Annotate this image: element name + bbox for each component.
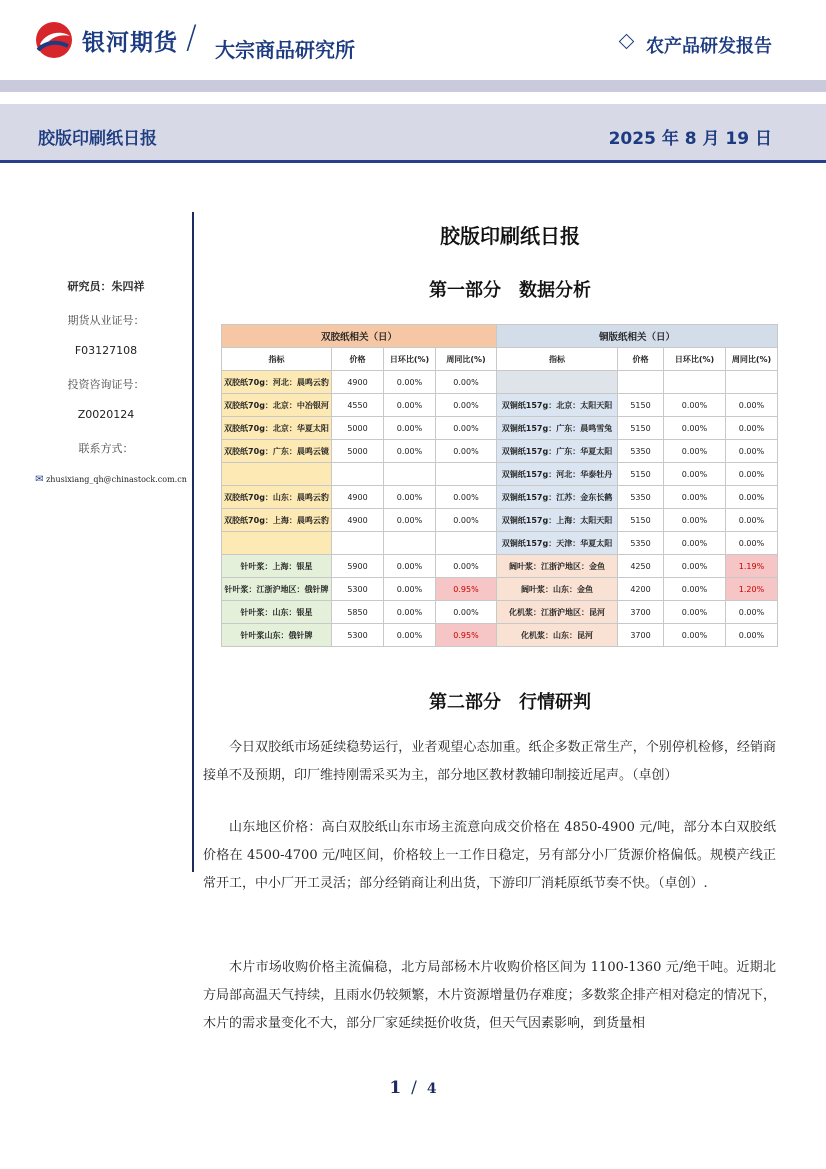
wow-cell: 0.00% xyxy=(726,463,778,486)
price-cell: 4900 xyxy=(332,486,384,509)
galaxy-logo-icon xyxy=(34,20,74,60)
price-cell: 5350 xyxy=(618,532,664,555)
group-header-offset: 双胶纸相关（日） xyxy=(222,325,497,348)
price-cell: 5150 xyxy=(618,463,664,486)
dod-cell: 0.00% xyxy=(664,532,726,555)
price-cell: 5150 xyxy=(618,394,664,417)
wow-cell: 0.00% xyxy=(726,509,778,532)
wow-cell: 0.00% xyxy=(726,486,778,509)
report-subtitle: 胶版印刷纸日报 xyxy=(38,129,157,149)
diamond-icon xyxy=(619,34,635,50)
indicator-cell: 双铜纸157g：广东：晨鸣雪兔 xyxy=(497,417,618,440)
dod-cell: 0.00% xyxy=(664,463,726,486)
table-row xyxy=(222,578,778,601)
dod-cell: 0.00% xyxy=(384,486,436,509)
table-row xyxy=(222,486,778,509)
wow-cell: 0.00% xyxy=(726,440,778,463)
dod-cell xyxy=(384,463,436,486)
dod-cell: 0.00% xyxy=(664,394,726,417)
table-row xyxy=(222,394,778,417)
license-label: 期货从业证号： xyxy=(67,314,145,327)
wow-cell: 0.00% xyxy=(726,417,778,440)
dod-cell: 0.00% xyxy=(664,578,726,601)
dod-cell xyxy=(384,532,436,555)
indicator-cell: 化机浆：山东：昆河 xyxy=(497,624,618,647)
dod-cell: 0.00% xyxy=(384,394,436,417)
indicator-cell xyxy=(497,371,618,394)
wow-cell: 0.00% xyxy=(436,394,497,417)
column-header: 价格 xyxy=(332,348,384,371)
price-cell: 5300 xyxy=(332,578,384,601)
price-cell: 5150 xyxy=(618,509,664,532)
section-heading-1: 第一部分 数据分析 xyxy=(429,280,591,301)
indicator-cell: 双铜纸157g：河北：华泰牡丹 xyxy=(497,463,618,486)
wow-cell: 0.00% xyxy=(436,417,497,440)
indicator-cell: 化机浆：江浙沪地区：昆河 xyxy=(497,601,618,624)
wow-cell: 1.19% xyxy=(726,555,778,578)
price-cell: 5000 xyxy=(332,440,384,463)
price-cell xyxy=(618,371,664,394)
column-header: 指标 xyxy=(497,348,618,371)
column-header: 周同比(%) xyxy=(726,348,778,371)
header-divider: / xyxy=(186,18,197,56)
indicator-cell: 双铜纸157g：江苏：金东长鹤 xyxy=(497,486,618,509)
consult-label: 投资咨询证号： xyxy=(67,378,145,391)
wow-cell: 0.00% xyxy=(726,532,778,555)
table-row xyxy=(222,440,778,463)
indicator-cell: 双胶纸70g：河北：晨鸣云豹 xyxy=(222,371,332,394)
page-number xyxy=(0,1078,826,1098)
wow-cell xyxy=(436,463,497,486)
report-type: 农产品研发报告 xyxy=(646,36,772,57)
indicator-cell: 双胶纸70g：上海：晨鸣云豹 xyxy=(222,509,332,532)
wow-cell: 0.00% xyxy=(436,440,497,463)
table-row xyxy=(222,601,778,624)
price-cell: 5350 xyxy=(618,486,664,509)
dod-cell: 0.00% xyxy=(664,440,726,463)
price-cell: 4200 xyxy=(618,578,664,601)
wow-cell: 0.00% xyxy=(726,394,778,417)
wow-cell: 0.00% xyxy=(436,486,497,509)
document-title: 胶版印刷纸日报 xyxy=(440,224,580,248)
researcher-name: 研究员：朱四祥 xyxy=(67,280,145,293)
price-cell xyxy=(332,532,384,555)
sidebar-divider xyxy=(192,212,194,872)
license-number: F03127108 xyxy=(74,344,138,357)
wow-cell: 0.00% xyxy=(436,371,497,394)
report-date: 2025 年 8 月 19 日 xyxy=(608,129,772,149)
price-cell xyxy=(332,463,384,486)
dod-cell: 0.00% xyxy=(384,440,436,463)
wow-cell: 0.00% xyxy=(436,509,497,532)
table-row xyxy=(222,624,778,647)
dod-cell: 0.00% xyxy=(384,371,436,394)
table-row xyxy=(222,555,778,578)
price-cell: 3700 xyxy=(618,624,664,647)
indicator-cell: 双铜纸157g：北京：太阳天阳 xyxy=(497,394,618,417)
table-row xyxy=(222,509,778,532)
email-address[interactable]: zhusixiang_qh@chinastock.com.cn xyxy=(46,475,187,484)
dod-cell xyxy=(664,371,726,394)
indicator-cell: 针叶浆：江浙沪地区：俄针牌 xyxy=(222,578,332,601)
contact-label: 联系方式： xyxy=(78,442,134,455)
dod-cell: 0.00% xyxy=(384,578,436,601)
price-cell: 4900 xyxy=(332,371,384,394)
indicator-cell: 双铜纸157g：广东：华夏太阳 xyxy=(497,440,618,463)
table-row xyxy=(222,417,778,440)
dod-cell: 0.00% xyxy=(664,555,726,578)
paragraph: 山东地区价格：高白双胶纸山东市场主流意向成交价格在 4850-4900 元/吨，部分本白双胶纸价格在 4500-4700 元/吨区间，价格较上一工作日稳定，另有部分小厂货源价格偏低。规模产线正常开工，中小厂开工灵活；部分经销商让利出货，下游印厂消耗原纸节奏不快。（卓创）. xyxy=(203,820,776,891)
indicator-cell: 双胶纸70g：北京：华夏太阳 xyxy=(222,417,332,440)
wow-cell: 0.00% xyxy=(436,555,497,578)
column-header: 价格 xyxy=(618,348,664,371)
paragraph: 今日双胶纸市场延续稳势运行，业者观望心态加重。纸企多数正常生产，个别停机检修，经销商接单不及预期，印厂维持刚需采买为主，部分地区教材教辅印制接近尾声。（卓创） xyxy=(203,740,776,783)
price-cell: 3700 xyxy=(618,601,664,624)
indicator-cell: 双胶纸70g：山东：晨鸣云豹 xyxy=(222,486,332,509)
indicator-cell: 针叶浆山东：俄针牌 xyxy=(222,624,332,647)
wow-cell xyxy=(436,532,497,555)
paragraph: 木片市场收购价格主流偏稳，北方局部杨木片收购价格区间为 1100-1360 元/绝干吨。近期北方局部高温天气持续，且雨水仍较频繁，木片资源增量仍存难度；多数浆企排产相对稳定的情况下，木片的需求量变化不大，部分厂家延续挺价收货，但天气因素影响，到货量相 xyxy=(203,960,776,1031)
price-cell: 5150 xyxy=(618,417,664,440)
current-page: 1 xyxy=(389,1078,402,1098)
consult-number: Z0020124 xyxy=(77,408,135,421)
price-cell: 5000 xyxy=(332,417,384,440)
dod-cell: 0.00% xyxy=(384,601,436,624)
indicator-cell: 双胶纸70g：北京：中冶银河 xyxy=(222,394,332,417)
price-table xyxy=(221,324,778,647)
dod-cell: 0.00% xyxy=(664,486,726,509)
indicator-cell: 双铜纸157g：天津：华夏太阳 xyxy=(497,532,618,555)
wow-cell: 0.00% xyxy=(726,601,778,624)
column-header: 日环比(%) xyxy=(384,348,436,371)
price-cell: 4550 xyxy=(332,394,384,417)
price-cell: 5350 xyxy=(618,440,664,463)
wow-cell xyxy=(726,371,778,394)
indicator-cell xyxy=(222,532,332,555)
column-header: 周同比(%) xyxy=(436,348,497,371)
section-heading-2: 第二部分 行情研判 xyxy=(429,692,591,713)
dod-cell: 0.00% xyxy=(664,509,726,532)
indicator-cell: 阔叶浆：山东：金鱼 xyxy=(497,578,618,601)
wow-cell: 1.20% xyxy=(726,578,778,601)
dod-cell: 0.00% xyxy=(664,417,726,440)
group-header-coated: 铜版纸相关（日） xyxy=(497,325,778,348)
table-row xyxy=(222,371,778,394)
indicator-cell xyxy=(222,463,332,486)
wow-cell: 0.00% xyxy=(726,624,778,647)
indicator-cell: 双胶纸70g：广东：晨鸣云镜 xyxy=(222,440,332,463)
institute-name: 大宗商品研究所 xyxy=(215,38,355,62)
dod-cell: 0.00% xyxy=(384,555,436,578)
total-pages: 4 xyxy=(426,1081,437,1097)
price-cell: 5900 xyxy=(332,555,384,578)
price-cell: 5850 xyxy=(332,601,384,624)
indicator-cell: 针叶浆：上海：银星 xyxy=(222,555,332,578)
price-cell: 4900 xyxy=(332,509,384,532)
wow-cell: 0.00% xyxy=(436,601,497,624)
dod-cell: 0.00% xyxy=(664,601,726,624)
dod-cell: 0.00% xyxy=(384,509,436,532)
table-row xyxy=(222,532,778,555)
dod-cell: 0.00% xyxy=(384,624,436,647)
column-header: 指标 xyxy=(222,348,332,371)
price-cell: 4250 xyxy=(618,555,664,578)
price-cell: 5300 xyxy=(332,624,384,647)
dod-cell: 0.00% xyxy=(664,624,726,647)
indicator-cell: 阔叶浆：江浙沪地区：金鱼 xyxy=(497,555,618,578)
wow-cell: 0.95% xyxy=(436,624,497,647)
wow-cell: 0.95% xyxy=(436,578,497,601)
page-header xyxy=(0,0,826,80)
dod-cell: 0.00% xyxy=(384,417,436,440)
email-row[interactable] xyxy=(26,474,196,485)
subtitle-rule xyxy=(0,160,826,163)
indicator-cell: 双铜纸157g：上海：太阳天阳 xyxy=(497,509,618,532)
mail-icon: ✉ xyxy=(35,474,44,485)
table-row xyxy=(222,463,778,486)
indicator-cell: 针叶浆：山东：银星 xyxy=(222,601,332,624)
page-separator: / xyxy=(411,1078,417,1098)
header-band xyxy=(0,80,826,92)
brand-name: 银河期货 xyxy=(82,30,178,56)
column-header: 日环比(%) xyxy=(664,348,726,371)
